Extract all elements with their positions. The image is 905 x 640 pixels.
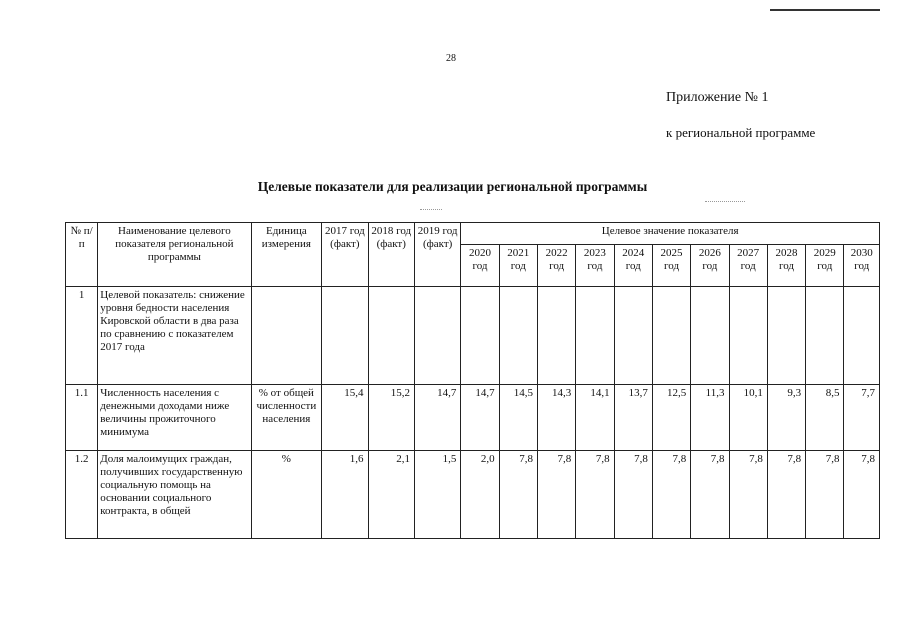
row-unit: % от общей численности населения (251, 385, 322, 451)
document-title: Целевые показатели для реализации региональной программы (257, 179, 648, 194)
scan-speck (420, 209, 442, 210)
table-row (66, 287, 880, 385)
row-target (652, 287, 690, 385)
header-year: 2028 год (767, 245, 805, 287)
header-year: 2025 год (652, 245, 690, 287)
row-target: 12,5 (652, 385, 690, 451)
row-name: Численность населения с денежными доходами ниже величины прожиточного минимума (98, 385, 251, 451)
row-target (499, 287, 537, 385)
row-target (576, 287, 614, 385)
row-target: 11,3 (691, 385, 729, 451)
header-year: 2027 год (729, 245, 767, 287)
table-row (66, 385, 880, 451)
row-name: Целевой показатель: снижение уровня бедности населения Кировской области в два раза по сравнению с показателем 2017 года (98, 287, 251, 385)
header-year: 2021 год (499, 245, 537, 287)
row-target: 14,3 (537, 385, 575, 451)
row-target: 9,3 (767, 385, 805, 451)
row-num: 1.1 (66, 385, 98, 451)
row-fact: 15,2 (368, 385, 414, 451)
row-fact (368, 287, 414, 385)
row-target: 13,7 (614, 385, 652, 451)
row-target: 14,1 (576, 385, 614, 451)
row-target: 7,8 (729, 451, 767, 539)
row-target (461, 287, 499, 385)
header-rule (770, 9, 880, 11)
row-target (729, 287, 767, 385)
row-target: 7,8 (767, 451, 805, 539)
row-target: 14,7 (461, 385, 499, 451)
header-year: 2030 год (844, 245, 880, 287)
row-target (537, 287, 575, 385)
row-target: 7,8 (537, 451, 575, 539)
row-unit (251, 287, 322, 385)
header-2018: 2018 год (факт) (368, 223, 414, 287)
row-fact (322, 287, 368, 385)
row-target: 7,8 (499, 451, 537, 539)
row-target: 7,8 (576, 451, 614, 539)
header-year: 2024 год (614, 245, 652, 287)
row-target: 7,8 (844, 451, 880, 539)
row-target: 10,1 (729, 385, 767, 451)
row-target: 14,5 (499, 385, 537, 451)
row-unit: % (251, 451, 322, 539)
row-fact: 2,1 (368, 451, 414, 539)
row-num: 1.2 (66, 451, 98, 539)
row-name: Доля малоимущих граждан, получивших государственную социальную помощь на основании социального контракта, в общей (98, 451, 251, 539)
header-num: № п/п (66, 223, 98, 287)
row-fact: 14,7 (414, 385, 460, 451)
header-2019: 2019 год (факт) (414, 223, 460, 287)
appendix-label: Приложение № 1 (666, 90, 769, 105)
row-num: 1 (66, 287, 98, 385)
row-target (806, 287, 844, 385)
header-year: 2020 год (461, 245, 499, 287)
scan-speck (705, 201, 745, 202)
header-name: Наименование целевого показателя региональной программы (98, 223, 251, 287)
row-target: 7,8 (652, 451, 690, 539)
row-target (691, 287, 729, 385)
header-2017: 2017 год (факт) (322, 223, 368, 287)
row-fact (414, 287, 460, 385)
header-target: Целевое значение показателя (461, 223, 880, 245)
indicators-table (65, 222, 880, 539)
row-target: 7,8 (691, 451, 729, 539)
header-unit: Единица измерения (251, 223, 322, 287)
header-year: 2026 год (691, 245, 729, 287)
table-header-row (66, 223, 880, 245)
appendix-subtitle: к региональной программе (666, 125, 816, 140)
row-target: 7,8 (806, 451, 844, 539)
table-row (66, 451, 880, 539)
row-target (614, 287, 652, 385)
row-target (844, 287, 880, 385)
page-number: 28 (446, 53, 456, 64)
row-fact: 1,6 (322, 451, 368, 539)
header-year: 2023 год (576, 245, 614, 287)
row-target: 7,7 (844, 385, 880, 451)
row-target: 7,8 (614, 451, 652, 539)
row-fact: 1,5 (414, 451, 460, 539)
header-year: 2029 год (806, 245, 844, 287)
row-target: 2,0 (461, 451, 499, 539)
row-fact: 15,4 (322, 385, 368, 451)
header-year: 2022 год (537, 245, 575, 287)
row-target: 8,5 (806, 385, 844, 451)
row-target (767, 287, 805, 385)
